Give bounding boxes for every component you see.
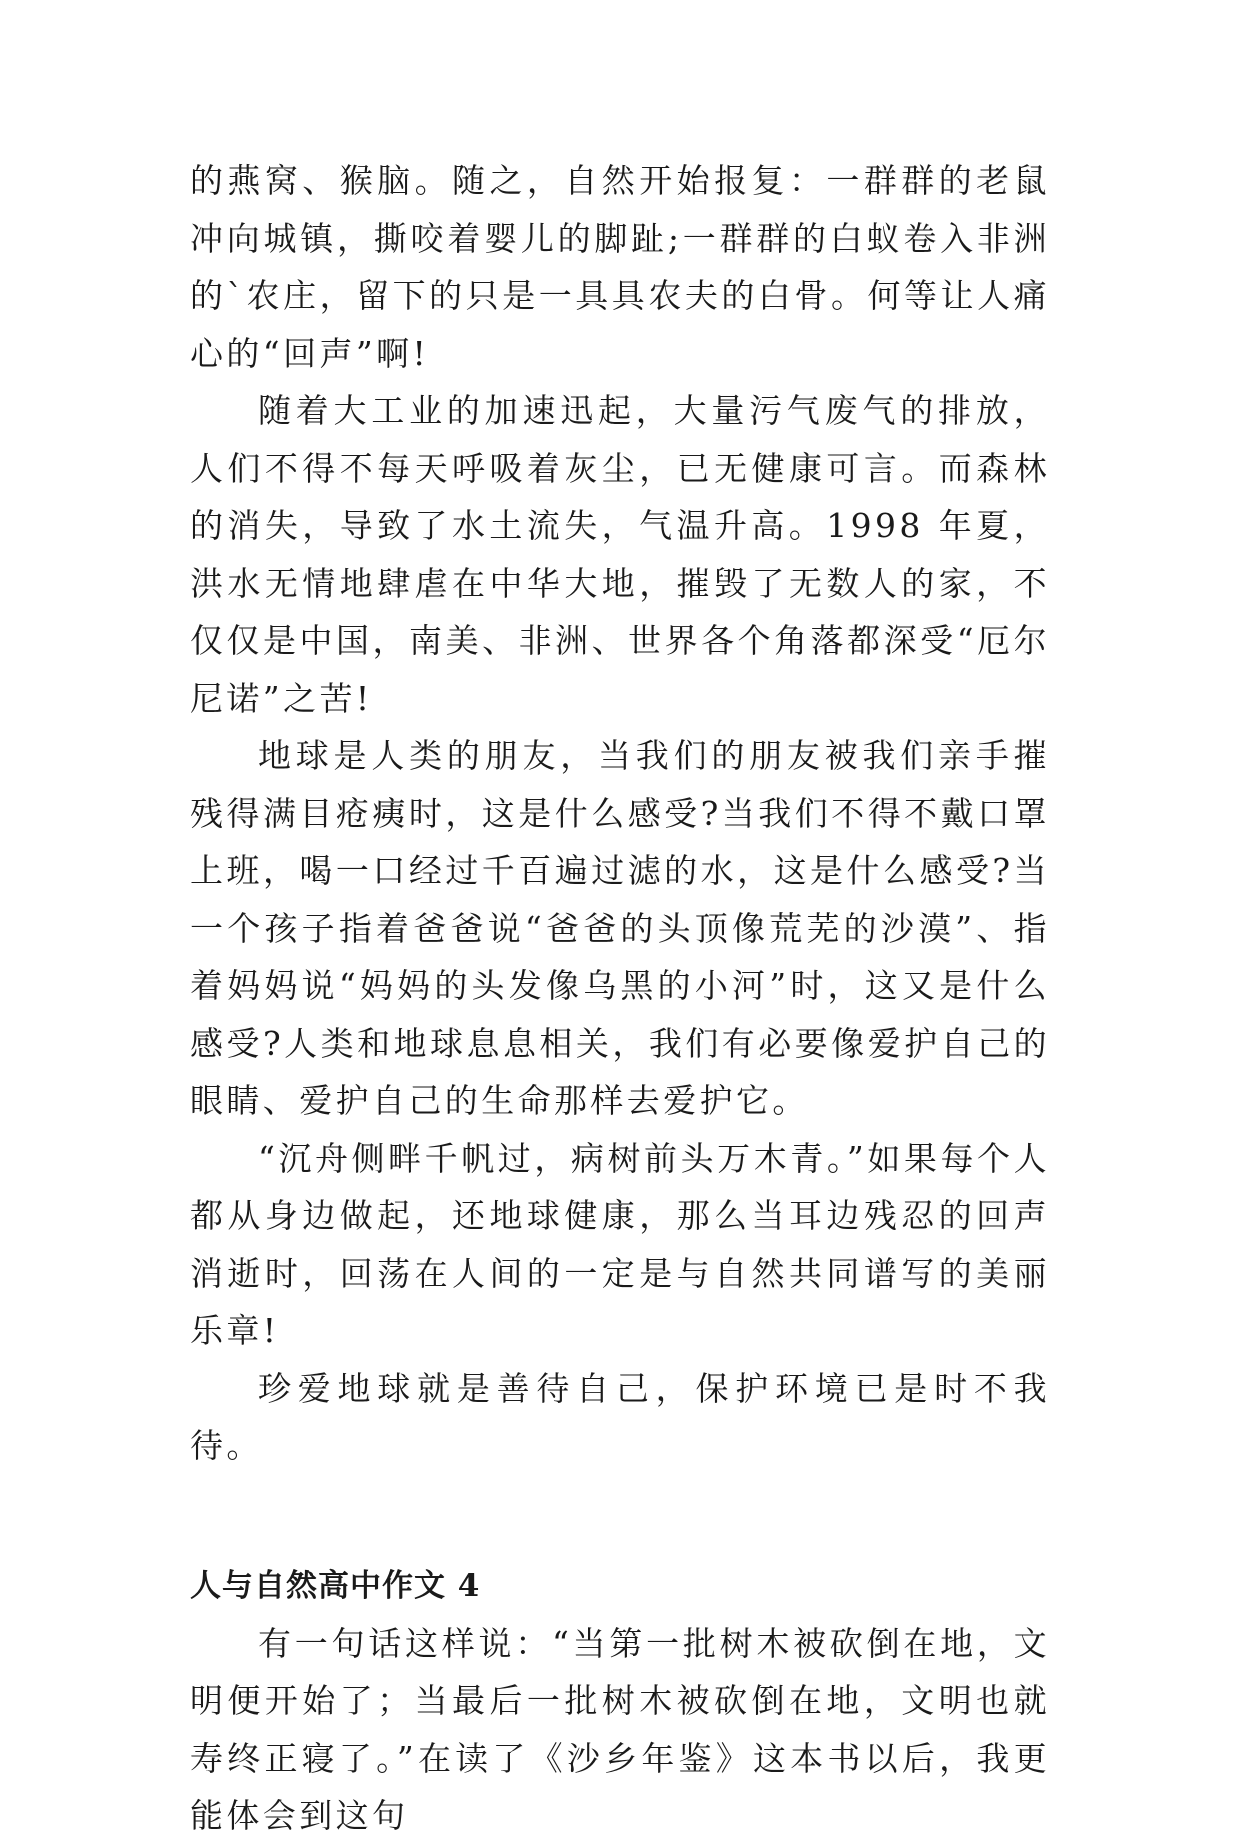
paragraph-earth-friend: 地球是人类的朋友，当我们的朋友被我们亲手摧残得满目疮痍时，这是什么感受?当我们不得不戴口罩上班，喝一口经过千百遍过滤的水，这是什么感受?当一个孩子指着爸爸说“爸爸的头顶像荒芜的沙漠”、指着妈妈说“妈妈的头发像乌黑的小河”时，这又是什么感受?人类和地球息息相关，我们有必要像爱护自己的眼睛、爱护自己的生命那样去爱护它。	[190, 736, 1050, 1120]
paragraph-continuation: 的燕窝、猴脑。随之，自然开始报复：一群群的老鼠冲向城镇，撕咬着婴儿的脚趾;一群群的白蚁卷入非洲的`农庄，留下的只是一具具农夫的白骨。何等让人痛心的“回声”啊!	[190, 161, 1050, 373]
paragraph-industry: 随着大工业的加速迅起，大量污气废气的排放，人们不得不每天呼吸着灰尘，已无健康可言。而森林的消失，导致了水土流失，气温升高。1998 年夏，洪水无情地肆虐在中华大地，摧毁了无数人的家，不仅仅是中国，南美、非洲、世界各个角落都深受“厄尔尼诺”之苦!	[190, 391, 1050, 718]
document-page	[190, 152, 1050, 1845]
section-title: 人与自然高中作文 4	[190, 1567, 481, 1604]
paragraph-conclusion: 珍爱地球就是善待自己，保护环境已是时不我待。	[190, 1368, 1050, 1465]
paragraph-poem-quote: “沉舟侧畔千帆过，病树前头万木青。”如果每个人都从身边做起，还地球健康，那么当耳边残忍的回声消逝时，回荡在人间的一定是与自然共同谱写的美丽乐章!	[190, 1138, 1050, 1350]
section-paragraph-first: 有一句话这样说：“当第一批树木被砍倒在地，文明便开始了；当最后一批树木被砍倒在地，文明也就寿终正寝了。”在读了《沙乡年鉴》这本书以后，我更能体会到这句	[190, 1623, 1050, 1835]
